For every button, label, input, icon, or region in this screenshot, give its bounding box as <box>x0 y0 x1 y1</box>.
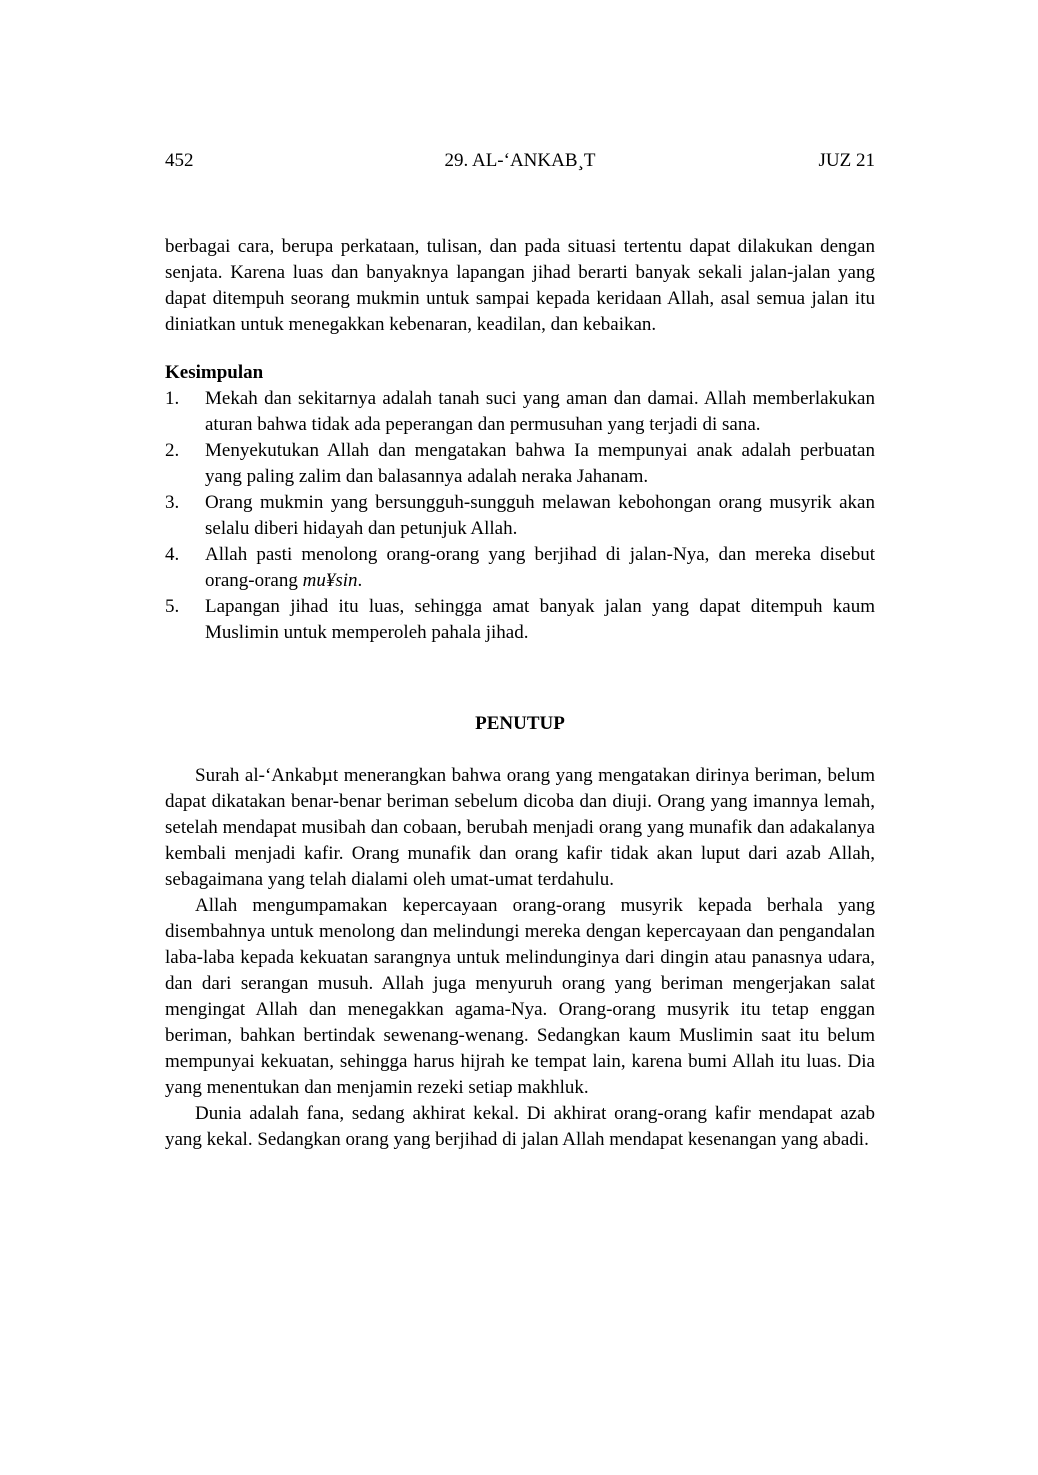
kesimpulan-heading: Kesimpulan <box>165 362 264 383</box>
penutup-paragraph: Allah mengumpamakan kepercayaan orang-orang musyrik kepada berhala yang disembahnya untuk menolong dan melindungi mereka dengan kepercayaan dan pengandalan laba-laba kepada kekuatan sarangnya untuk melindunginya dari dingin atau panasnya udara, dan dari serangan musuh. Allah juga menyuruh orang yang beriman mengerjakan salat mengingat Allah dan menegakkan agama-Nya. Orang-orang musyrik itu tetap enggan beriman, bahkan bertindak sewenang-wenang. Sedangkan kaum Muslimin saat itu belum mempunyai kekuatan, sehingga harus hijrah ke tempat lain, karena bumi Allah itu luas. Dia yang menentukan dan menjamin rezeki setiap makhluk. <box>165 895 875 1098</box>
list-item-text: Lapangan jihad itu luas, sehingga amat banyak jalan yang dapat ditempuh kaum Muslimin untuk memperoleh pahala jihad. <box>205 596 875 643</box>
list-item-number: 3. <box>165 492 180 513</box>
penutup-heading: PENUTUP <box>475 713 565 734</box>
penutup-paragraph: Surah al-‘Ankabµt menerangkan bahwa orang yang mengatakan dirinya beriman, belum dapat dikatakan benar-benar beriman sebelum dicoba dan diuji. Orang yang imannya lemah, setelah mendapat musibah dan cobaan, berubah menjadi orang yang munafik dan adakalanya kembali menjadi kafir. Orang munafik dan orang kafir tidak akan luput dari azab Allah, sebagaimana yang telah dialami oleh umat-umat terdahulu. <box>165 765 875 890</box>
list-item-text: Orang mukmin yang bersungguh-sungguh melawan kebohongan orang musyrik akan selalu diberi hidayah dan petunjuk Allah. <box>205 492 875 539</box>
page-content <box>165 148 875 1153</box>
list-item <box>165 386 875 438</box>
list-item-number: 4. <box>165 544 180 565</box>
kesimpulan-list <box>165 386 875 646</box>
list-item <box>165 542 875 594</box>
italic-term: mu¥sin <box>302 570 358 591</box>
list-item-text-part: Allah pasti menolong orang-orang yang berjihad di jalan-Nya, dan mereka disebut orang-orang <box>205 544 875 591</box>
list-item <box>165 490 875 542</box>
list-item-text: Mekah dan sekitarnya adalah tanah suci yang aman dan damai. Allah memberlakukan aturan bahwa tidak ada peperangan dan permusuhan yang terjadi di sana. <box>205 388 875 435</box>
page-number: 452 <box>165 150 194 171</box>
list-item-text-part: . <box>357 570 363 591</box>
intro-paragraph: berbagai cara, berupa perkataan, tulisan, dan pada situasi tertentu dapat dilakukan dengan senjata. Karena luas dan banyaknya lapangan jihad berarti banyak sekali jalan-jalan yang dapat ditempuh seorang mukmin untuk sampai kepada keridaan Allah, asal semua jalan itu diniatkan untuk menegakkan kebenaran, keadilan, dan kebaikan. <box>165 236 875 335</box>
list-item-number: 2. <box>165 440 180 461</box>
list-item <box>165 438 875 490</box>
list-item-number: 5. <box>165 596 180 617</box>
juz-label: JUZ 21 <box>818 150 875 171</box>
list-item-text: Menyekutukan Allah dan mengatakan bahwa Ia mempunyai anak adalah perbuatan yang paling zalim dan balasannya adalah neraka Jahanam. <box>205 440 875 487</box>
penutup-paragraph: Dunia adalah fana, sedang akhirat kekal. Di akhirat orang-orang kafir mendapat azab yang kekal. Sedangkan orang yang berjihad di jalan Allah mendapat kesenangan yang abadi. <box>165 1103 875 1150</box>
page-header <box>165 148 875 174</box>
list-item-number: 1. <box>165 388 180 409</box>
running-title: 29. AL-‘ANKAB¸T <box>444 150 596 171</box>
list-item <box>165 594 875 646</box>
list-item-text <box>205 544 875 591</box>
penutup-section <box>165 763 875 1153</box>
